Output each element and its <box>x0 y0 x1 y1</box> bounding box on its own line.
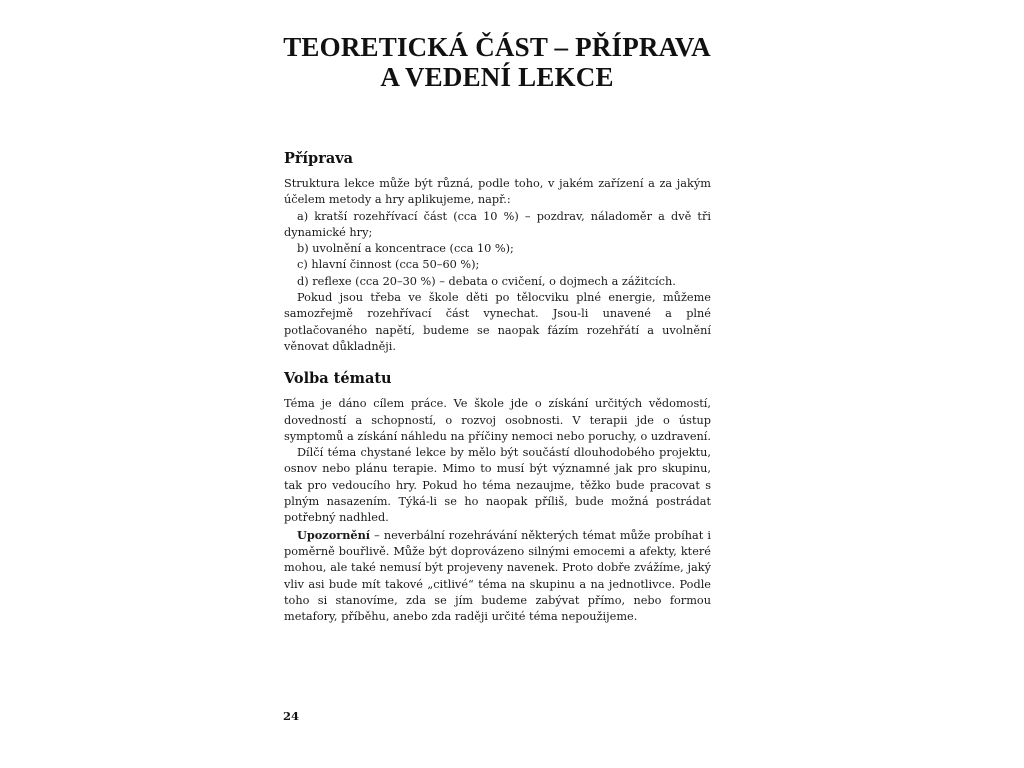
list-item-a: a) kratší rozehřívací část (cca 10 %) – pozdrav, náladoměr a dvě tři dynamické hry; <box>284 209 711 239</box>
paragraph-energy: Pokud jsou třeba ve škole děti po tělocviku plné energie, můžeme samozřejmě rozehřívací část vynechat. Jsou-li unavené a plné potlačovaného napětí, budeme se naopak fázím rozehřátí a uvolnění věnovat důkladněji. <box>284 291 711 353</box>
page-title-line-2: A VEDENÍ LEKCE <box>380 62 614 92</box>
page-body <box>284 150 711 625</box>
warning-text: – neverbální rozehrávání některých témat může probíhat i poměrně bouřlivě. Může být doprovázeno silnými emocemi a afekty, které mohou, ale také nemusí být projeveny navenek. Proto dobře zvážíme, jaký vliv asi bude mít takové „citlivé“ téma na skupinu a na jednotlivce. Podle toho si stanovíme, zda se jím budeme zabývat přímo, nebo formou metafory, příběhu, anebo zda raději určité téma nepoužijeme. <box>284 528 711 624</box>
list-item-c: c) hlavní činnost (cca 50–60 %); <box>297 258 480 272</box>
warning-label: Upozornění <box>297 527 371 542</box>
paragraph-intro: Struktura lekce může být různá, podle toho, v jakém zařízení a za jakým účelem metody a hry aplikujeme, např.: <box>284 177 711 207</box>
paragraph-warning <box>284 527 711 626</box>
section-heading-volba-tematu: Volba tématu <box>284 370 392 388</box>
page-title <box>0 32 994 92</box>
list-item-d: d) reflexe (cca 20–30 %) – debata o cvičení, o dojmech a zážitcích. <box>297 274 676 288</box>
section-heading-priprava: Příprava <box>284 150 354 167</box>
list-item-b: b) uvolnění a koncentrace (cca 10 %); <box>297 242 514 256</box>
paragraph-goal: Téma je dáno cílem práce. Ve škole jde o získání určitých vědomostí, dovedností a schopností, o rozvoj osobnosti. V terapii jde o ústup symptomů a získání náhledu na příčiny nemoci nebo poruchy, o uzdravení. <box>284 397 712 443</box>
page-title-line-1: TEORETICKÁ ČÁST – PŘÍPRAVA <box>283 32 711 62</box>
page-number: 24 <box>283 709 300 723</box>
paragraph-subtopic: Dílčí téma chystané lekce by mělo být součástí dlouhodobého projektu, osnov nebo plánu terapie. Mimo to musí být významné jak pro skupinu, tak pro vedoucího hry. Pokud ho téma nezaujme, těžko bude pracovat s plným nasazením. Týká-li se ho naopak příliš, bude možná postrádat potřebný nadhled. <box>284 446 711 525</box>
